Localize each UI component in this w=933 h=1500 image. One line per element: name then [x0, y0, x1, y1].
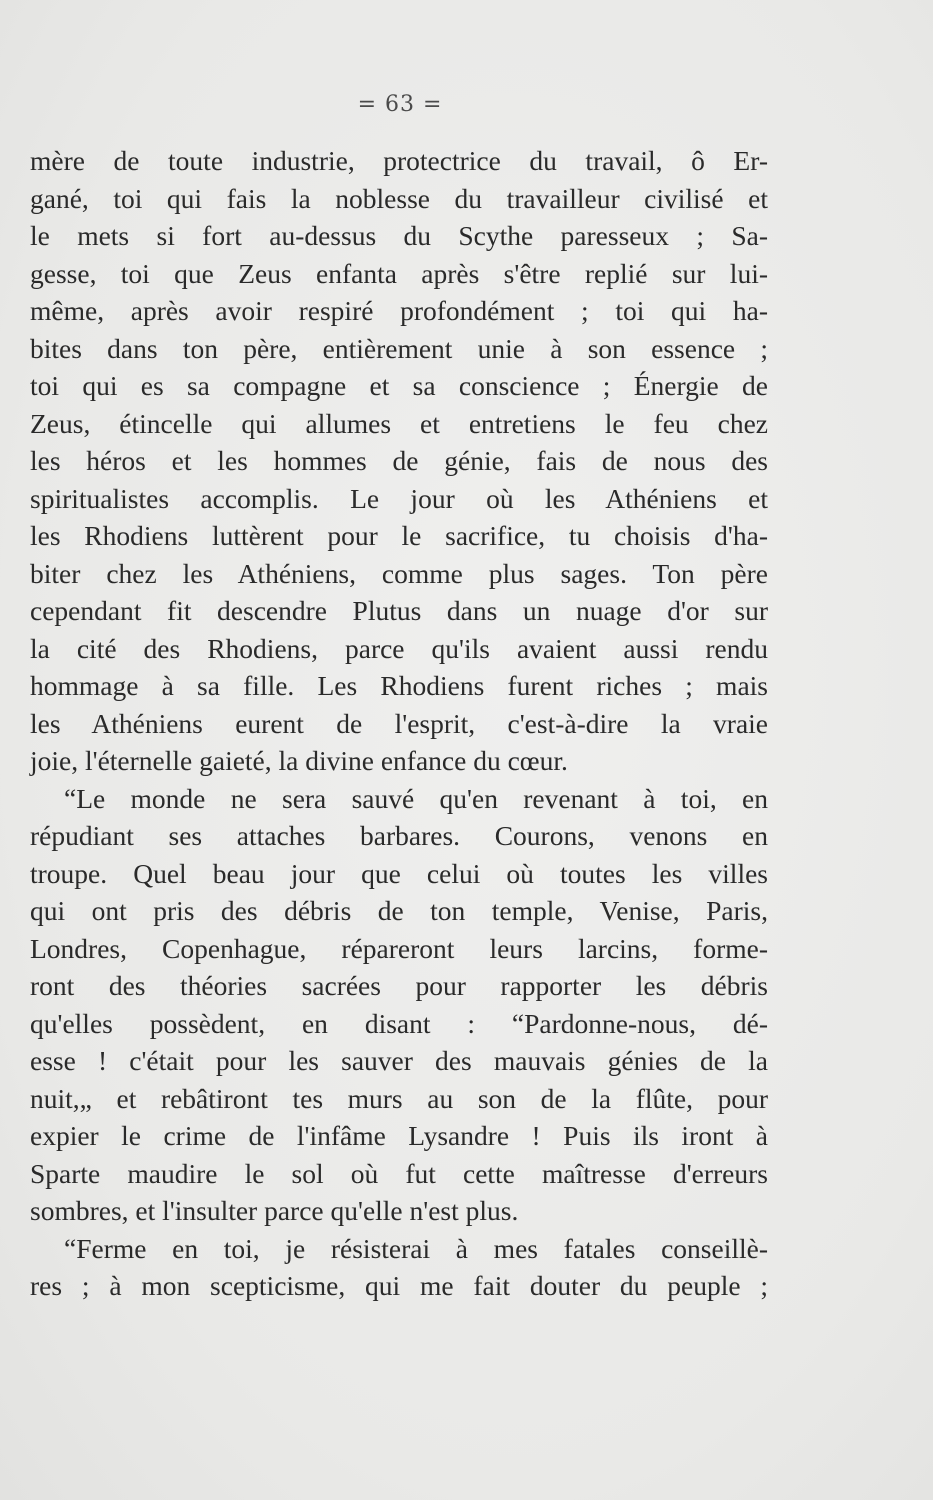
text-line: spiritualistes accomplis. Le jour où les Athéniens et: [30, 482, 768, 514]
text-line: les Athéniens eurent de l'esprit, c'est-à-dire la vraie: [30, 707, 768, 739]
text-line: le mets si fort au-dessus du Scythe paresseux ; Sa-: [30, 220, 768, 251]
text-line: les héros et les hommes de génie, fais de nous des: [30, 445, 768, 476]
text-line: biter chez les Athéniens, comme plus sages. Ton père: [30, 557, 768, 589]
text-line: la cité des Rhodiens, parce qu'ils avaient aussi rendu: [30, 632, 768, 664]
text-line: troupe. Quel beau jour que celui où toutes les villes: [30, 857, 768, 889]
text-line: res ; à mon scepticisme, qui me fait douter du peuple ;: [30, 1270, 768, 1301]
text-line: toi qui es sa compagne et sa conscience ; Énergie de: [30, 370, 768, 401]
text-line: les Rhodiens luttèrent pour le sacrifice, tu choisis d'ha-: [30, 520, 768, 551]
text-line: même, après avoir respiré profondément ; toi qui ha-: [30, 295, 768, 326]
text-line: cependant fit descendre Plutus dans un nuage d'or sur: [30, 595, 768, 626]
text-line: nuit,„ et rebâtiront tes murs au son de la flûte, pour: [30, 1082, 768, 1114]
text-line: Londres, Copenhague, répareront leurs larcins, forme-: [30, 932, 768, 964]
text-line: “Le monde ne sera sauvé qu'en revenant à toi, en: [64, 782, 768, 814]
text-line: ront des théories sacrées pour rapporter les débris: [30, 970, 768, 1001]
text-line: gané, toi qui fais la noblesse du travailleur civilisé et: [30, 182, 768, 214]
text-line: qu'elles possèdent, en disant : “Pardonne-nous, dé-: [30, 1007, 768, 1039]
text-line: sombres, et l'insulter parce qu'elle n'est plus.: [30, 1195, 519, 1226]
text-line: Sparte maudire le sol où fut cette maîtresse d'erreurs: [30, 1157, 768, 1189]
text-line: mère de toute industrie, protectrice du travail, ô Er-: [30, 145, 768, 176]
page-number: = 63 =: [357, 92, 443, 117]
text-line: bites dans ton père, entièrement unie à son essence ;: [30, 332, 768, 364]
text-line: qui ont pris des débris de ton temple, Venise, Paris,: [30, 895, 768, 926]
text-line: gesse, toi que Zeus enfanta après s'être replié sur lui-: [30, 257, 768, 289]
text-line: hommage à sa fille. Les Rhodiens furent riches ; mais: [30, 670, 768, 701]
text-line: “Ferme en toi, je résisterai à mes fatales conseillè-: [64, 1232, 768, 1264]
text-line: Zeus, étincelle qui allumes et entretiens le feu chez: [30, 407, 768, 439]
text-line: répudiant ses attaches barbares. Courons, venons en: [30, 820, 768, 851]
body-text: [30, 142, 768, 1305]
text-line: joie, l'éternelle gaieté, la divine enfance du cœur.: [30, 745, 568, 776]
text-line: esse ! c'était pour les sauver des mauvais génies de la: [30, 1045, 768, 1076]
text-line: expier le crime de l'infâme Lysandre ! Puis ils iront à: [30, 1120, 768, 1151]
